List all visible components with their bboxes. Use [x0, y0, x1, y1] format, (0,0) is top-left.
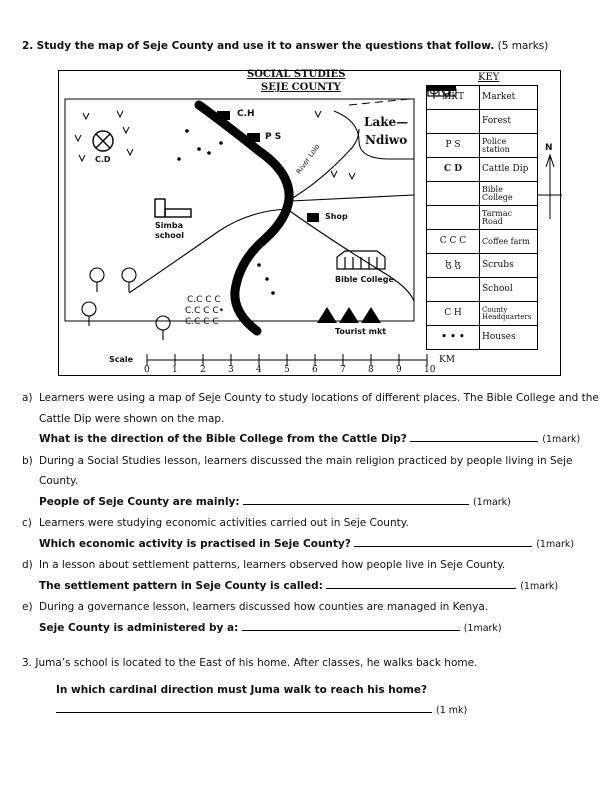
subquestion-d-prompt-line: [22, 576, 600, 598]
key-row: [427, 134, 538, 158]
road-west: [129, 209, 287, 293]
key-symbol: C H: [427, 302, 480, 326]
subquestion-context: Learners were using a map of Seje County to study locations of different places. The Bible College and the Cattle Dip were shown on the map.: [39, 392, 599, 425]
answer-blank[interactable]: [56, 700, 432, 713]
tourist-mkt-label: Tourist mkt: [335, 327, 387, 336]
question-text: Study the map of Seje County and use it to answer the questions that follow.: [36, 40, 495, 52]
scale-tick-label: 2: [200, 365, 206, 375]
question-marks: (1 mk): [436, 705, 468, 716]
subquestion-c: [22, 513, 600, 534]
subquestion-c-prompt-line: [22, 534, 600, 556]
key-row: [427, 326, 538, 350]
bible-college-label: Bible College: [335, 275, 394, 284]
lake-label: Lake—: [364, 115, 409, 129]
scale-tick-label: 6: [312, 365, 318, 375]
key-symbol: • • •: [427, 326, 480, 350]
cattle-dip-symbol: [93, 131, 113, 151]
answer-blank[interactable]: [354, 534, 532, 547]
key-meaning: Police station: [480, 134, 538, 158]
key-meaning: County Headquarters: [480, 302, 538, 326]
coffee-row-1: C.C C C: [187, 295, 221, 305]
key-symbol: ɮ ɮ: [427, 254, 480, 278]
shop-label: Shop: [325, 212, 348, 221]
question-number: 3.: [22, 657, 33, 669]
subquestion-e: [22, 597, 600, 618]
river-label: River Lolo: [295, 142, 322, 176]
seje-county-map: [58, 70, 561, 376]
answer-blank[interactable]: [243, 492, 469, 505]
subquestion-d: [22, 555, 600, 576]
subquestion-letter: c): [22, 517, 32, 529]
subquestion-marks: (1mark): [472, 496, 511, 508]
map-title-line2: SEJE COUNTY: [261, 82, 341, 93]
road-east: [291, 195, 414, 201]
question-3-text-line: [22, 653, 600, 673]
forest-icon: [427, 110, 480, 134]
north-arrow: [537, 155, 562, 219]
key-meaning: Tarmac Road: [480, 206, 538, 230]
answer-blank[interactable]: [326, 576, 516, 589]
subquestion-letter: e): [22, 601, 33, 613]
key-row: [427, 230, 538, 254]
scale-unit: KM: [439, 355, 455, 365]
subquestion-b-prompt-line: [22, 492, 600, 514]
ps-symbol: [247, 133, 260, 142]
simba-label-1: Simba: [155, 221, 183, 230]
subquestion-context: In a lesson about settlement patterns, learners observed how people live in Seje County.: [39, 559, 506, 571]
key-row: [427, 302, 538, 326]
scale-tick-label: 5: [284, 365, 290, 375]
scale-tick-label: 9: [396, 365, 402, 375]
ps-label: P S: [265, 132, 282, 142]
key-meaning: School: [480, 278, 538, 302]
question-prompt: In which cardinal direction must Juma walk to reach his home?: [56, 684, 428, 696]
subquestion-marks: (1mark): [520, 580, 559, 592]
scale-label: Scale: [109, 355, 134, 364]
question-3-answer-line: [22, 700, 600, 721]
tourist-market-triangles: [317, 307, 381, 323]
question-2-header: [22, 40, 548, 52]
key-meaning: Houses: [480, 326, 538, 350]
scale-tick-label: 0: [144, 365, 150, 375]
question-3-prompt-line: [22, 680, 600, 700]
simba-label-2: school: [155, 231, 184, 240]
key-symbol: C C C: [427, 230, 480, 254]
key-row: [427, 110, 538, 134]
subquestion-letter: b): [22, 454, 33, 467]
question-marks: (5 marks): [497, 40, 549, 52]
building-icon: [427, 182, 480, 206]
key-row: [427, 278, 538, 302]
subquestion-marks: (1mark): [463, 622, 502, 634]
subquestion-letter: a): [22, 392, 33, 404]
coffee-row-2: C.C C C•: [185, 306, 225, 316]
scale-tick-label: 8: [368, 365, 374, 375]
school-icon: [427, 278, 480, 302]
north-label: N: [545, 143, 553, 153]
key-row: [427, 206, 538, 230]
subquestion-b: [22, 451, 600, 492]
scale-tick-label: 10: [424, 365, 436, 375]
key-row: [427, 158, 538, 182]
bible-college-symbol: [337, 251, 385, 269]
coffee-row-3: C.C C C: [185, 317, 219, 327]
scale-tick-label: 1: [172, 365, 178, 375]
key-symbol: MKT: [427, 86, 480, 110]
scale-tick-label: 3: [228, 365, 234, 375]
lake-boundary: [349, 99, 409, 105]
ch-symbol: [217, 111, 230, 120]
lake-label-2: Ndiwo: [365, 133, 408, 147]
scale-tick-label: 7: [340, 365, 346, 375]
subquestion-prompt: Which economic activity is practised in Seje County?: [39, 537, 351, 550]
question-text: Juma’s school is located to the East of his home. After classes, he walks back home.: [35, 657, 478, 669]
key-symbol: P S: [427, 134, 480, 158]
subquestions: [22, 388, 600, 639]
subquestion-prompt: People of Seje County are mainly:: [39, 495, 240, 508]
map-title-line1: SOCIAL STUDIES: [247, 69, 346, 80]
ch-label: C.H: [237, 109, 255, 119]
tarmac-icon: [427, 206, 480, 230]
subquestion-a: [22, 388, 600, 429]
subquestion-context: During a governance lesson, learners discussed how counties are managed in Kenya.: [39, 601, 489, 613]
key-meaning: Scrubs: [480, 254, 538, 278]
answer-blank[interactable]: [242, 618, 460, 631]
key-symbol: C D: [427, 158, 480, 182]
key-meaning: Market: [480, 86, 538, 110]
subquestion-marks: (1mark): [542, 434, 581, 445]
forest-trees: [82, 268, 170, 340]
scale-tick-label: 4: [256, 365, 262, 375]
shop-symbol: [307, 213, 319, 222]
subquestion-e-prompt-line: [22, 618, 600, 640]
subquestion-prompt: What is the direction of the Bible College from the Cattle Dip?: [39, 433, 407, 445]
cd-label: C.D: [95, 155, 111, 164]
answer-blank[interactable]: [410, 429, 538, 442]
key-meaning: Bible College: [480, 182, 538, 206]
question-number: 2.: [22, 40, 34, 52]
subquestion-a-prompt-line: [22, 429, 600, 451]
subquestion-letter: d): [22, 559, 33, 571]
key-meaning: Cattle Dip: [480, 158, 538, 182]
key-row: [427, 182, 538, 206]
subquestion-context: Learners were studying economic activities carried out in Seje County.: [39, 517, 409, 529]
question-3: [22, 653, 600, 721]
key-meaning: Forest: [480, 110, 538, 134]
road-south: [287, 209, 414, 301]
key-meaning: Coffee farm: [480, 230, 538, 254]
key-heading: KEY: [478, 72, 500, 83]
subquestion-prompt: The settlement pattern in Seje County is called:: [39, 579, 323, 592]
simba-school-symbol: [155, 199, 191, 217]
key-row: [427, 254, 538, 278]
subquestion-context: During a Social Studies lesson, learners discussed the main religion practiced by people living in Seje County.: [39, 454, 573, 487]
key-table: [426, 85, 538, 350]
subquestion-prompt: Seje County is administered by a:: [39, 621, 239, 634]
subquestion-marks: (1mark): [536, 538, 575, 550]
map-key: [426, 85, 538, 350]
